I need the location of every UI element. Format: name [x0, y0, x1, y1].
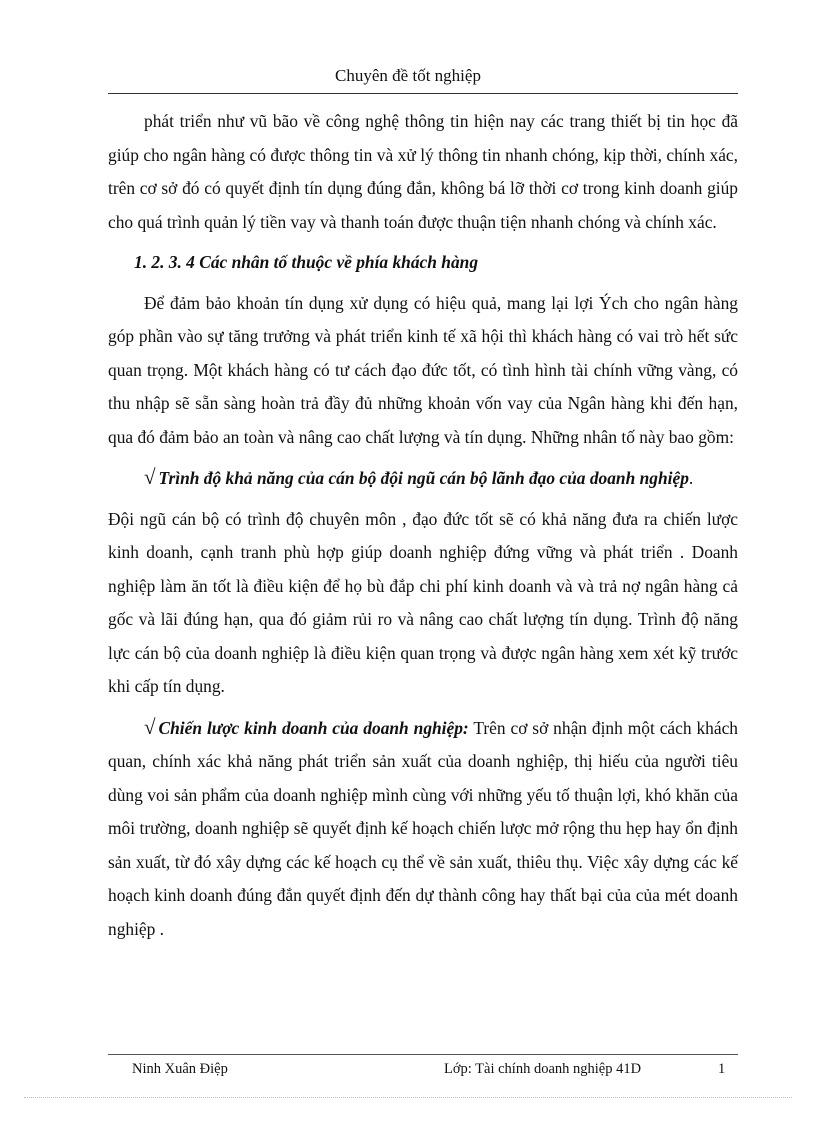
- paragraph-1: phát triển như vũ bão về công nghệ thông tin hiện nay các trang thiết bị tin học đã giúp cho ngân hàng có được thông tin và xử lý thông tin nhanh chóng, kịp thời, chính xác, trên cơ sở đó có quyết định tín dụng đúng đắn, không bá lỡ thời cơ trong kinh doanh giúp cho quá trình quản lý tiền vay và thanh toán được thuận tiện nhanh chóng và chính xác.: [108, 111, 738, 232]
- paragraph-2: Để đảm bảo khoản tín dụng xử dụng có hiệu quả, mang lại lợi Ých cho ngân hàng góp phần vào sự tăng trưởng và phát triển kinh tế xã hội thì khách hàng có vai trò hết sức quan trọng. Một khách hàng có tư cách đạo đức tốt, có tình hình tài chính vững vàng, có thu nhập sẽ sẵn sàng hoàn trả đầy đủ những khoản vốn vay của Ngân hàng khi đến hạn, qua đó đảm bảo an toàn và nâng cao chất lượng và tín dụng. Những nhân tố này bao gồm:: [108, 292, 738, 447]
- bullet-1: [108, 461, 738, 496]
- checkmark-icon: √: [144, 714, 156, 739]
- bullet-2-heading: Chiến lược kinh doanh của doanh nghiệp:: [158, 717, 469, 738]
- paragraph-3: Đội ngũ cán bộ có trình độ chuyên môn , đạo đức tốt sẽ có khả năng đưa ra chiến lược kinh doanh, cạnh tranh phù hợp giúp doanh nghiệp đứng vững và phát triển . Doanh nghiệp làm ăn tốt là điều kiện để họ bù đắp chi phí kinh doanh và và trả nợ ngân hàng cả gốc và lãi đúng hạn, qua đó giảm rủi ro và nâng cao chất lượng tín dụng. Trình độ năng lực cán bộ của doanh nghiệp là điều kiện quan trọng và được ngân hàng xem xét kỹ trước khi cấp tín dụng.: [108, 508, 738, 696]
- footer-author: Ninh Xuân Điệp: [132, 1061, 228, 1077]
- bullet-1-heading: Trình độ khả năng của cán bộ đội ngũ cán bộ lãnh đạo của doanh nghiệp: [158, 468, 689, 488]
- checkmark-icon: √: [144, 465, 156, 489]
- page-header-title: Chuyên đề tốt nghiệp: [335, 66, 481, 85]
- document-body: [108, 105, 738, 946]
- section-heading: 1. 2. 3. 4 Các nhân tố thuộc về phía khách hàng: [134, 252, 479, 272]
- footer-page-number: 1: [718, 1061, 726, 1077]
- footer-class: Lớp: Tài chính doanh nghiệp 41D: [444, 1061, 642, 1077]
- bullet-1-period: .: [688, 468, 694, 488]
- bullet-2-text: Trên cơ sở nhận định một cách khách quan, chính xác khả năng phát triển sản xuất của doanh nghiệp, thị hiếu của người tiêu dùng voi sản phẩm của doanh nghiệp mình cùng với những yếu tố thuận lợi, khó khăn của môi trường, doanh nghiệp sẽ quyết định kế hoạch chiến lược mở rộng thu hẹp hay ổn định sản xuất, từ đó xây dựng các kế hoạch cụ thể về sản xuất, thiêu thụ. Việc xây dựng các kế hoạch kinh doanh đúng đắn quyết định đến dự thành công hay thất bại của của mét doanh nghiệp .: [108, 717, 739, 939]
- header-rule: [108, 93, 738, 94]
- page-edge-divider: [24, 1097, 792, 1098]
- footer-rule: [108, 1054, 738, 1055]
- bullet-2: [108, 711, 738, 947]
